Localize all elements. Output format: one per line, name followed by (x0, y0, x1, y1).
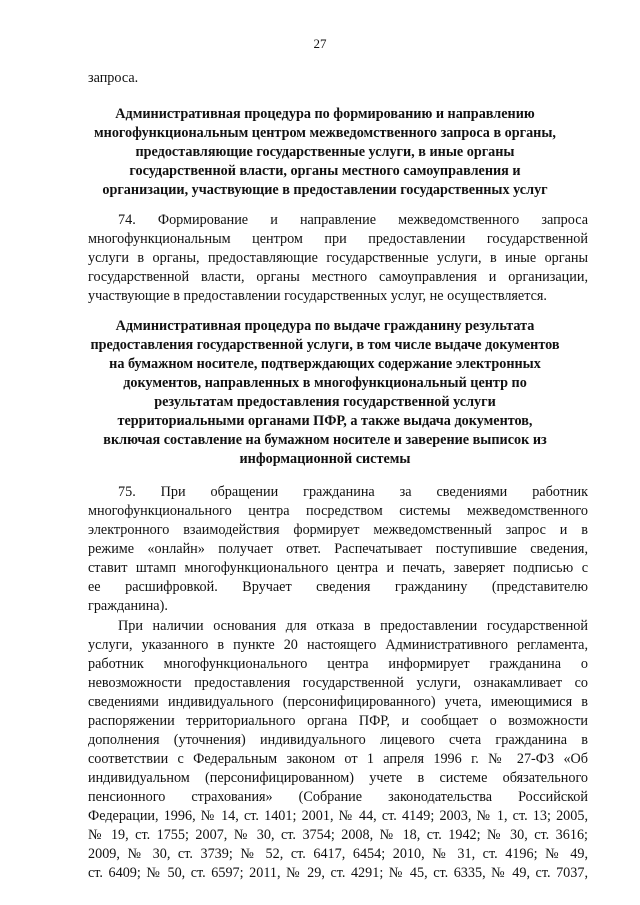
paragraph-line: сведениями индивидуального (персонифицированного) учета, имеющимися в (88, 694, 588, 710)
paragraph-line: участвующие в предоставлении государственных услуг, не осуществляется. (88, 288, 547, 304)
section-heading-line: предоставления государственной услуги, в том числе выдаче документов (90, 337, 560, 353)
section-heading-line: документов, направленных в многофункциональный центр по (123, 375, 527, 391)
paragraph-line: ее расшифровкой. Вручает сведения гражданину (представителю (88, 579, 588, 595)
paragraph-line: соответствии с Федеральным законом от 1 апреля 1996 г. № 27-ФЗ «Об (88, 751, 588, 767)
paragraph-line: гражданина). (88, 598, 168, 614)
paragraph-line: пенсионного страхования» (Собрание законодательства Российской (88, 789, 588, 805)
paragraph-line: услуги в органы, предоставляющие государственные услуги, в иные органы (88, 250, 588, 266)
paragraph-line: электронного взаимодействия формирует межведомственный запрос и в (88, 522, 588, 538)
paragraph-line: № 19, ст. 1755; 2007, № 30, ст. 3754; 2008, № 18, ст. 1942; № 30, ст. 3616; (88, 827, 588, 843)
paragraph-line: При наличии основания для отказа в предоставлении государственной (118, 618, 588, 634)
section-heading-line: информационной системы (239, 451, 411, 467)
section-heading-line: многофункциональным центром межведомственного запроса в органы, (94, 125, 556, 141)
section-heading-line: территориальными органами ПФР, а также выдача документов, (117, 413, 533, 429)
paragraph-line: невозможности предоставления государственной услуги, ознакамливает со (88, 675, 588, 691)
section-heading-line: Административная процедура по выдаче гражданину результата (115, 318, 535, 334)
paragraph-line: услуги, указанного в пункте 20 настоящего Административного регламента, (88, 637, 588, 653)
paragraph-line: 74. Формирование и направление межведомственного запроса (118, 212, 588, 228)
text-line: запроса. (88, 70, 139, 86)
section-heading-line: результатам предоставления государственной услуги (154, 394, 496, 410)
paragraph-line: индивидуальном (персонифицированном) учете в системе обязательного (88, 770, 588, 786)
paragraph-line: 2009, № 30, ст. 3739; № 52, ст. 6417, 6454; 2010, № 31, ст. 4196; № 49, (88, 846, 588, 862)
paragraph-line: работник многофункционального центра информирует гражданина о (88, 656, 588, 672)
section-heading-line: государственной власти, органы местного самоуправления и (129, 163, 521, 179)
section-heading-line: предоставляющие государственные услуги, в иные органы (135, 144, 515, 160)
section-heading-line: организации, участвующие в предоставлении государственных услуг (102, 182, 548, 198)
paragraph-line: распоряжении территориального органа ПФР, и сообщает о возможности (88, 713, 588, 729)
paragraph-line: многофункционального центра посредством системы межведомственного (88, 503, 588, 519)
paragraph-line: Федерации, 1996, № 14, ст. 1401; 2001, № 44, ст. 4149; 2003, № 1, ст. 13; 2005, (88, 808, 588, 824)
paragraph-line: ставит штамп многофункционального центра и печать, заверяет подписью с (88, 560, 588, 576)
paragraph-line: ст. 6409; № 50, ст. 6597; 2011, № 29, ст. 4291; № 45, ст. 6335, № 49, ст. 7037, (88, 865, 588, 881)
paragraph-line: режиме «онлайн» получает ответ. Распечатывает поступившие сведения, (88, 541, 588, 557)
section-heading-line: Административная процедура по формированию и направлению (115, 106, 535, 122)
page-number: 27 (313, 36, 327, 51)
paragraph-line: дополнения (уточнения) индивидуального лицевого счета гражданина в (88, 732, 588, 748)
section-heading-line: включая составление на бумажном носителе и заверение выписок из (103, 432, 547, 448)
paragraph-line: государственной власти, органы местного самоуправления и организации, (88, 269, 588, 285)
paragraph-line: многофункциональным центром при предоставлении государственной (88, 231, 588, 247)
section-heading-line: на бумажном носителе, подтверждающих содержание электронных (109, 356, 541, 372)
paragraph-line: 75. При обращении гражданина за сведениями работник (118, 484, 588, 500)
